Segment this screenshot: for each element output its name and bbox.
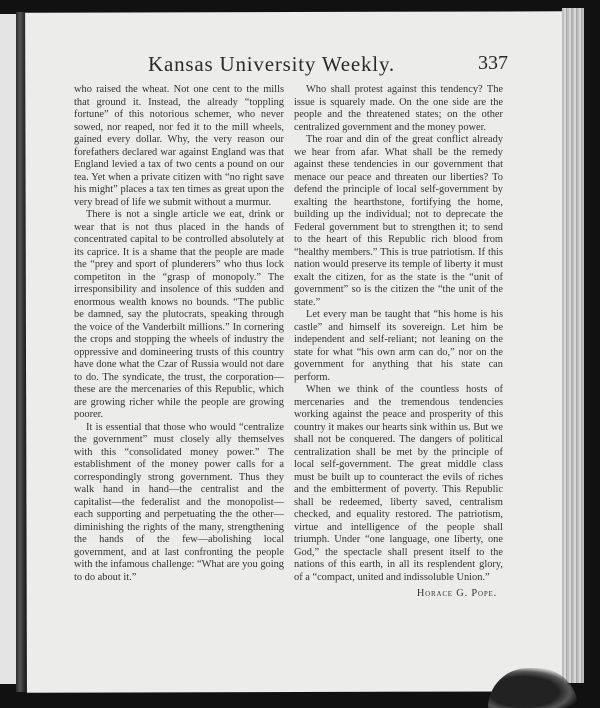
running-header [148,52,508,78]
left-column [74,84,284,584]
page-stack-edge [562,8,584,683]
paragraph: There is not a single article we eat, drink or wear that is not thus placed in the hands of concentrated capital to be controlled absolutely at its caprice. It is a shame that the people are made the “prey and sport of plunderers” who thus lock competiton in the “grasp of monopoly.” The irresponsibility and insolence of this sudden and enormous wealth knows no bounds. “The public be damned, say the plutocrats, speaking through the voice of the Vanderbilt millions.” In cornering the crops and stopping the wheels of industry the oppressive and domineering trusts of this country have done what the Czar of Russia would not dare to do. The syndicate, the trust, the corporation—these are the mercenaries of this Republic, which are growing richer while the people are growing poorer. [74,209,284,420]
paragraph: who raised the wheat. Not one cent to the mills that ground it. Instead, the already “toppling fortune” of this notorious schemer, who never sowed, nor reaped, nor fed it to the mill wheels, gained every dollar. Why, the very reason our forefathers declared war against England was that England levied a tax of two cents a pound on our tea. Yet when a private citizen with “no right save his might” places a tax ten times as great upon the very bread of life we submit without a murmur. [74,84,284,208]
paragraph: When we think of the countless hosts of mercenaries and the tremendous tendencies working against the peace and prosperity of this country it makes our hearts sink within us. But we shall not be conquered. The dangers of political centralization shall be met by the principle of local self-government. The great middle class must be built up to counteract the evils of riches and the embitterment of poverty. This Republic shall be redeemed, liberty saved, centralism checked, and equality restored. The patriotism, virtue and intelligence of the people shall triumph. Under “one language, one liberty, one God,” the spectacle shall present itself to the nations of this earth, in all its resplendent glory, of a “compact, united and indissoluble Union.” [294,384,503,583]
paragraph: Who shall protest against this tendency? The issue is squarely made. On the one side are the people and the threatened states; on the other centralized government and the money power. [294,84,503,133]
page-number: 337 [478,52,508,74]
publication-title: Kansas University Weekly. [148,52,395,76]
paragraph: The roar and din of the great conflict already we hear from afar. What shall be the remedy against these tendencies in our government that menace our peace and threaten our liberties? To defend the principle of local self-government by exalting the hearthstone, fortifying the home, building up the individual; not to deprecate the Federal government but to strengthen it; to send to the heart of this Republic rich blood from “healthy members.” This is true patriotism. If this nation would preserve its temple of liberty it must exalt the citizen, for as the state is the “unit of government” so is the citizen the “the unit of the state.” [294,134,503,308]
right-column [294,84,503,601]
paragraph: It is essential that those who would “centralize the government” must closely ally themselves with this “consolidated money power.” The establishment of the money power calls for a correspondingly strong government. Thus they walk hand in hand—the centralist and the capitalist—the federalist and the monopolist—each supporting and perpetuating the the other—diminishing the rights of the many, strengthening the hands of the few—abolishing local government, and at last confronting the people with the infamous challenge: “What are you going to do about it.” [74,421,284,583]
paragraph: Let every man be taught that “his home is his castle” and himself its sovereign. Let him be independent and self-reliant; not leaning on the state for what “his own arm can do,” nor on the government for anything that his state can perform. [294,309,503,383]
author-signature: Horace G. Pope. [416,588,497,599]
